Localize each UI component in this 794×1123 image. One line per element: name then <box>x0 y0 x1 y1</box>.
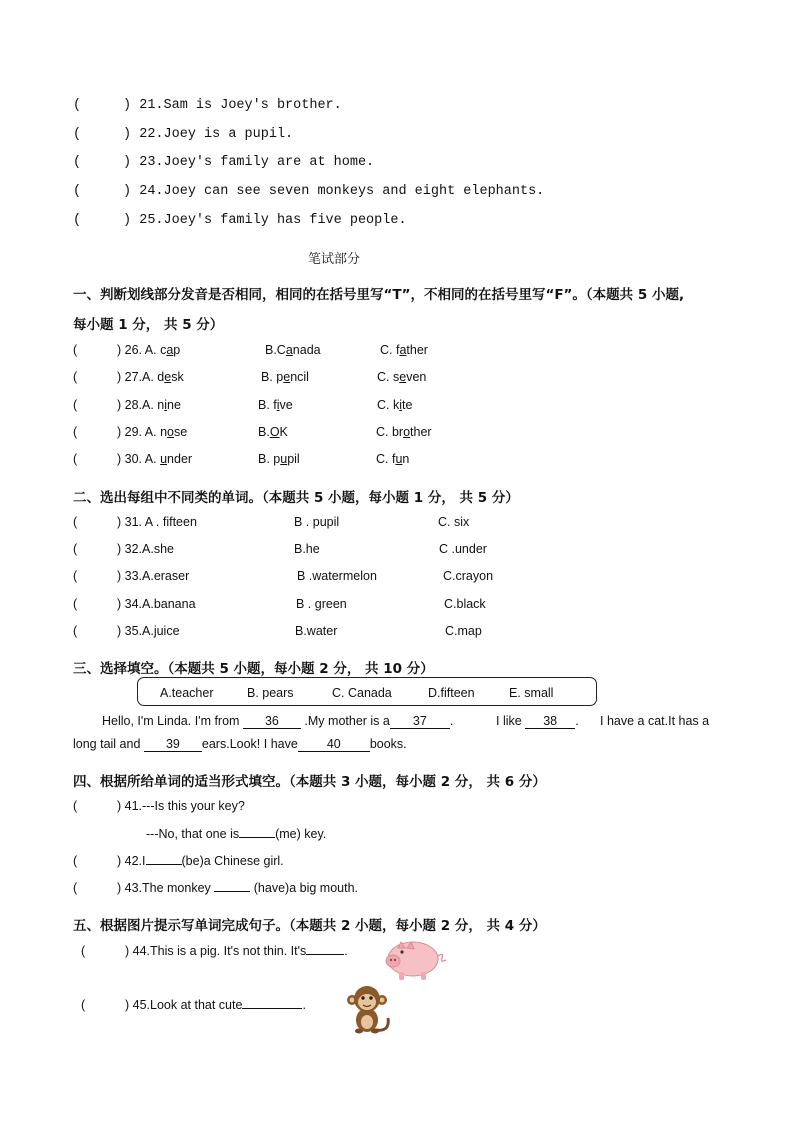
section4-title: 四、根据所给单词的适当形式填空。（本题共 3 小题，每小题 2 分， 共 6 分） <box>73 774 546 790</box>
option-a-32: ) 32.A.she <box>117 542 174 556</box>
cloze-line2: long tail and 39 ears.Look! I have 40 books. <box>73 737 407 751</box>
answer-paren: ( <box>73 597 78 611</box>
option-c-27: C. seven <box>377 370 427 384</box>
option-b-29: B.OK <box>258 425 288 439</box>
listening-paren: ( <box>73 127 82 142</box>
option-b-30: B. pupil <box>258 452 300 466</box>
option-b: B. pears <box>247 686 294 700</box>
option-b-27: B. pencil <box>261 370 309 384</box>
section1-title-line2: 每小题 1 分， 共 5 分） <box>73 317 224 333</box>
listening-item: ) 23.Joey's family are at home. <box>123 155 375 170</box>
section3-title: 三、选择填空。（本题共 5 小题，每小题 2 分， 共 10 分） <box>73 661 434 677</box>
blank-43[interactable] <box>214 891 250 892</box>
cloze-line1-b: I like 38 . <box>496 714 579 728</box>
option-c-35: C.map <box>445 624 482 638</box>
q44-paren: ( <box>81 944 86 958</box>
option-b-32: B.he <box>294 542 320 556</box>
listening-paren: ( <box>73 184 82 199</box>
blank-40[interactable]: 40 <box>298 737 370 752</box>
section2-title: 二、选出每组中不同类的单词。（本题共 5 小题，每小题 1 分， 共 5 分） <box>73 490 519 506</box>
option-a-29: ) 29. A. nose <box>117 425 188 439</box>
blank-36[interactable]: 36 <box>243 714 301 729</box>
q41-line2: ---No, that one is (me) key. <box>146 827 327 841</box>
option-c-26: C. father <box>380 343 428 357</box>
cloze-line1-c: I have a cat.It has a <box>600 714 710 728</box>
q42-paren: ( <box>73 854 78 868</box>
option-c-30: C. fun <box>376 452 410 466</box>
blank-37[interactable]: 37 <box>390 714 450 729</box>
section5-title: 五、根据图片提示写单词完成句子。（本题共 2 小题，每小题 2 分， 共 4 分） <box>73 918 546 934</box>
option-b-28: B. five <box>258 398 293 412</box>
option-c-31: C. six <box>438 515 470 529</box>
answer-paren: ( <box>73 569 78 583</box>
q43-paren: ( <box>73 881 78 895</box>
option-a-35: ) 35.A.juice <box>117 624 180 638</box>
option-a-30: ) 30. A. under <box>117 452 193 466</box>
q45-line: ) 45.Look at that cute . <box>125 998 306 1012</box>
section1-title-line1: 一、判断划线部分发音是否相同，相同的在括号里写“T”，不相同的在括号里写“F”。（本题共 5 小题, <box>73 287 685 303</box>
blank-45[interactable] <box>242 1008 302 1009</box>
option-b-33: B .watermelon <box>297 569 377 583</box>
q41-line1: ) 41.---Is this your key? <box>117 799 245 813</box>
option-b-35: B.water <box>295 624 338 638</box>
answer-paren: ( <box>73 452 78 466</box>
blank-39[interactable]: 39 <box>144 737 202 752</box>
blank-41[interactable] <box>239 837 275 838</box>
pig-icon <box>383 934 449 982</box>
option-c-33: C.crayon <box>443 569 494 583</box>
option-e: E. small <box>509 686 554 700</box>
answer-paren: ( <box>73 542 78 556</box>
option-d: D.fifteen <box>428 686 475 700</box>
listening-item: ) 24.Joey can see seven monkeys and eight elephants. <box>123 184 545 199</box>
option-b-26: B.Canada <box>265 343 321 357</box>
answer-paren: ( <box>73 398 78 412</box>
monkey-icon <box>342 984 394 1036</box>
answer-paren: ( <box>73 624 78 638</box>
q43-line: ) 43.The monkey (have)a big mouth. <box>117 881 358 895</box>
listening-item: ) 21.Sam is Joey's brother. <box>123 98 342 113</box>
option-a-31: ) 31. A . fifteen <box>117 515 197 529</box>
word-bank-box <box>137 677 597 706</box>
listening-paren: ( <box>73 213 82 228</box>
listening-paren: ( <box>73 155 82 170</box>
cloze-line1-a: Hello, I'm Linda. I'm from 36 .My mother is a 37 . <box>102 714 454 728</box>
option-a-28: ) 28.A. nine <box>117 398 181 412</box>
q45-paren: ( <box>81 998 86 1012</box>
option-c-29: C. brother <box>376 425 432 439</box>
option-a-27: ) 27.A. desk <box>117 370 184 384</box>
option-c: C. Canada <box>332 686 392 700</box>
option-a: A.teacher <box>160 686 214 700</box>
answer-paren: ( <box>73 343 78 357</box>
answer-paren: ( <box>73 515 78 529</box>
option-b-34: B . green <box>296 597 347 611</box>
listening-item: ) 22.Joey is a pupil. <box>123 127 294 142</box>
answer-paren: ( <box>73 425 78 439</box>
blank-38[interactable]: 38 <box>525 714 575 729</box>
option-c-32: C .under <box>439 542 487 556</box>
q44-line: ) 44.This is a pig. It's not thin. It's . <box>125 944 348 958</box>
option-c-34: C.black <box>444 597 486 611</box>
answer-paren: ( <box>73 370 78 384</box>
q41-paren: ( <box>73 799 78 813</box>
blank-44[interactable] <box>306 954 344 955</box>
written-section-title: 笔试部分 <box>308 252 361 267</box>
option-a-26: ) 26. A. cap <box>117 343 181 357</box>
option-c-28: C. kite <box>377 398 413 412</box>
q42-line: ) 42.I (be)a Chinese girl. <box>117 854 284 868</box>
listening-paren: ( <box>73 98 82 113</box>
blank-42[interactable] <box>146 864 182 865</box>
option-b-31: B . pupil <box>294 515 340 529</box>
option-a-34: ) 34.A.banana <box>117 597 196 611</box>
listening-item: ) 25.Joey's family has five people. <box>123 213 407 228</box>
option-a-33: ) 33.A.eraser <box>117 569 190 583</box>
